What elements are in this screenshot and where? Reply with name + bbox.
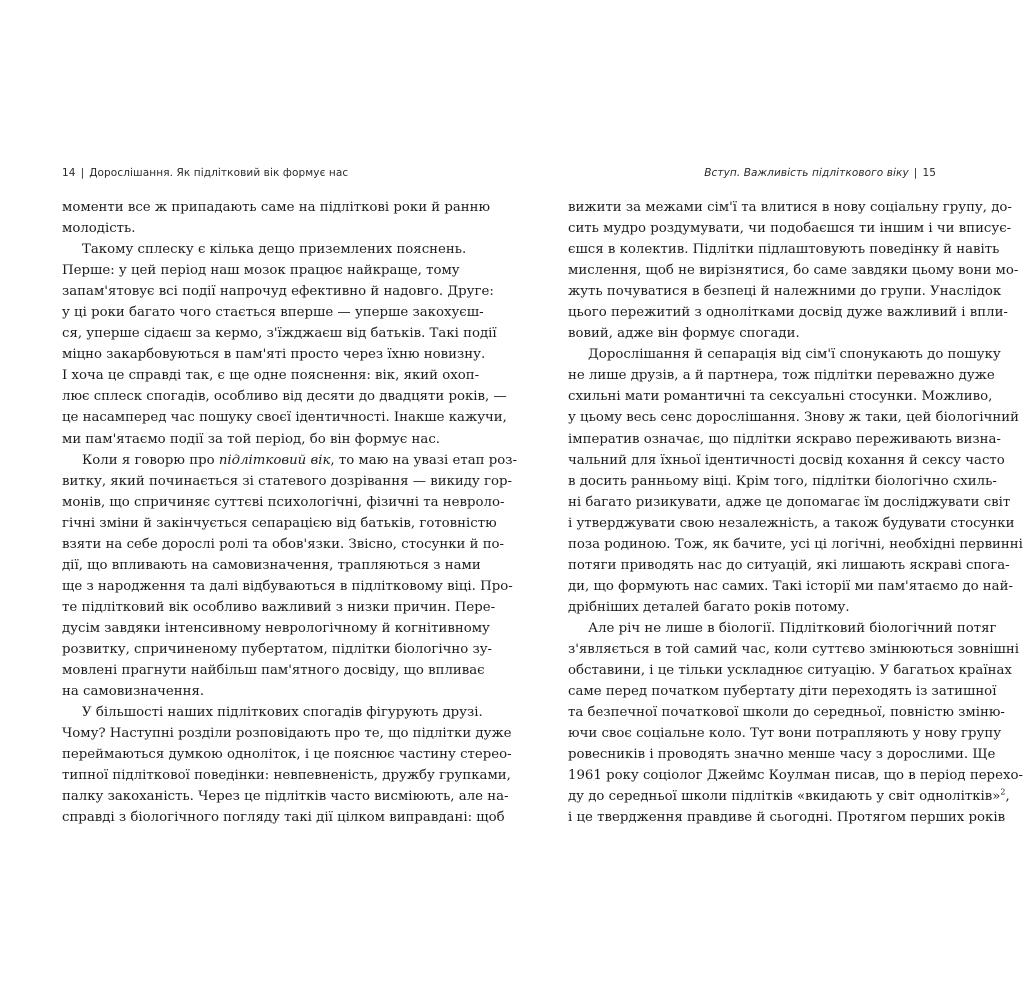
text-line [62,576,513,597]
line-text: У більшості наших підліткових спогадів фігурують друзі. [82,705,483,721]
text-line [62,302,484,323]
line-text: взяти на себе дорослі ролі та обов'язки. Звісно, стосунки й по- [62,536,505,552]
text-line [62,744,512,765]
text-line [62,365,480,386]
right-page [500,0,1023,1000]
text-line [568,660,1012,681]
line-text: і це твердження правдиве й сьогодні. Протягом перших років [568,810,1006,826]
text-line [568,218,1012,239]
line-text: сить мудро роздумувати, чи подобаєшся ти іншим і чи вписує- [568,221,1012,237]
line-text: на самовизначення. [62,684,205,700]
text-line [568,450,1005,471]
text-line [568,555,1010,576]
text-line [62,765,511,786]
text-line [62,723,512,744]
line-text: ду до середньої школи підлітків «вкидають у світ однолітків» [568,789,1001,805]
line-text: вовий, адже він формує спогади. [568,326,800,342]
text-line [568,239,1000,260]
text-line [568,597,936,618]
text-line [62,681,430,702]
line-text: Такому сплеску є кілька дещо приземлених пояснень. [82,242,467,258]
line-text: мислення, щоб не вирізнятися, бо саме завдяки цьому вони мо- [568,263,1019,279]
line-text: мовлені прагнути найбільш пам'ятного досвіду, що впливає [62,663,485,679]
line-text: це насамперед час пошуку своєї ідентичності. Інакше кажучи, [62,410,507,426]
text-line [568,702,1005,723]
text-line [568,492,1011,513]
line-text: жуть почуватися в безпеці й належними до групи. Унаслідок [568,284,1002,300]
line-text: ще з народження та далі відбуваються в підлітковому віці. Про- [62,578,513,594]
text-line [568,407,1019,428]
line-text: не лише друзів, а й партнера, тож підлітки переважно дуже [568,368,995,384]
line-text: і утверджувати свою незалежність, а також будувати стосунки [568,515,1015,531]
text-line [62,281,494,302]
text-line [568,534,1023,555]
line-text: типної підліткової поведінки: невпевненість, дружбу групками, [62,768,511,784]
line-text: , то маю на увазі етап роз- [330,452,517,468]
line-text: переймаються думкою одноліток, і це пояснює частину стерео- [62,747,512,763]
line-text: ючи своє соціальне коло. Тут вони потрапляють у нову групу [568,726,1002,742]
line-text: та безпечної початкової школи до середньої, повністю зміню- [568,705,1005,721]
line-text: Дорослішання й сепарація від сім'ї спонукають до пошуку [588,347,1001,363]
text-line [62,197,491,218]
line-text: потяги приводять нас до ситуацій, які лишають яскраві спога- [568,557,1010,573]
text-line [568,786,1010,807]
line-text: схильні мати романтичні та сексуальні стосунки. Можливо, [568,389,993,405]
text-line [568,576,1013,597]
line-text: витку, який починається зі статевого дозрівання — викиду гор- [62,473,512,489]
page-number: 15 [922,167,936,179]
line-text: саме перед початком пубертату діти переходять із затишної [568,684,997,700]
line-text: молодість. [62,221,136,237]
line-text: єшся в колектив. Підлітки підлаштовують поведінку й навіть [568,242,1000,258]
text-line [62,786,509,807]
line-text: моменти все ж припадають саме на підліткові роки й ранню [62,200,491,215]
line-text: міцно закарбовуються в пам'яті просто через їхню новизну. [62,347,486,363]
line-text: справді з біологічного погляду такі дії цілком виправдані: щоб [62,810,505,826]
line-text: Коли я говорю про [82,452,219,468]
text-line [568,260,1019,281]
text-line [62,702,483,723]
text-line [568,344,1001,365]
text-line [62,429,440,450]
text-line [62,471,512,492]
text-line [568,807,1006,828]
line-text: лює сплеск спогадів, особливо від десяти до двадцяти років, — [62,389,507,405]
line-text: у ці роки багато чого стається вперше — уперше закохуєш- [62,305,484,321]
text-line [62,597,496,618]
text-line [62,218,430,239]
line-text: І хоча це справді так, є ще одне пояснення: вік, який охоп- [62,368,480,384]
text-line [62,407,507,428]
text-line [62,260,460,281]
text-line [62,807,505,828]
text-line [62,513,497,534]
text-line [62,344,486,365]
line-text: палку закоханість. Через це підлітків часто висміюють, але на- [62,789,509,805]
line-text: Чому? Наступні розділи розповідають про те, що підлітки дуже [62,726,512,742]
line-text: у цьому весь сенс дорослішання. Знову ж таки, цей біологічний [568,410,1019,426]
line-text: те підлітковий вік особливо важливий з низки причин. Пере- [62,599,496,615]
text-line [568,302,1008,323]
text-line [62,450,517,471]
text-line [62,660,485,681]
text-line [568,197,1012,218]
line-text: , [1005,789,1010,805]
text-line [568,365,995,386]
line-text: гічні зміни й закінчується сепарацією від батьків, готовністю [62,515,497,531]
line-text: ди, що формують нас самих. Такі історії ми пам'ятаємо до най- [568,578,1013,594]
text-line [62,492,505,513]
line-text: чальний для їхньої ідентичності досвід кохання й сексу часто [568,452,1005,468]
line-text: в досить ранньому віці. Крім того, підлітки біологічно схиль- [568,473,997,489]
line-text: імператив означає, що підлітки яскраво переживають визна- [568,431,1001,447]
text-line [62,618,490,639]
line-text: ми пам'ятаємо події за той період, бо він формує нас. [62,431,440,447]
text-line [62,239,467,260]
line-text: 1961 року соціолог Джеймс Коулман писав, що в період перехо- [568,768,1023,784]
text-line [568,639,1020,660]
running-title: Дорослішання. Як підлітковий вік формує нас [89,167,349,179]
line-text: Але річ не лише в біології. Підлітковий біологічний потяг [588,620,997,636]
running-title: Вступ. Важливість підліткового віку [704,167,909,179]
italic-term: підлітковий вік [218,452,331,468]
right-page-body-text [568,197,1023,828]
line-text: ні багато ризикувати, адже це допомагає їм досліджувати світ [568,494,1011,510]
left-page-header [62,167,348,179]
line-text: Перше: у цей період наш мозок працює найкраще, тому [62,263,460,279]
text-line [568,765,1023,786]
text-line [568,323,936,344]
text-line [568,281,1002,302]
line-text: ся, уперше сідаєш за кермо, з'їжджаєш від батьків. Такі події [62,326,497,342]
text-line [62,555,481,576]
right-page-header [704,167,936,179]
text-line [568,471,997,492]
line-text: запам'ятовує всі події напрочуд ефективно й надовго. Друге: [62,284,494,300]
page-number: 14 [62,167,76,179]
line-text: поза родиною. Тож, як бачите, усі ці логічні, необхідні первинні [568,536,1023,552]
line-text: ровесників і проводять значно менше часу з дорослими. Ще [568,747,996,763]
text-line [62,534,505,555]
line-text: дусім завдяки інтенсивному неврологічному й когнітивному [62,620,490,636]
line-text: з'являється в той самий час, коли суттєво змінюються зовнішні [568,641,1020,657]
footnote-marker: 2 [1000,787,1006,797]
text-line [62,323,497,344]
header-separator: | [913,167,918,179]
text-line [568,744,996,765]
text-line [62,386,507,407]
left-page-body-text [62,197,517,828]
text-line [62,639,493,660]
text-line [568,429,1001,450]
text-line [568,618,997,639]
line-text: обставини, і це тільки ускладнює ситуацію. У багатьох країнах [568,663,1012,679]
header-separator: | [80,167,85,179]
line-text: дії, що впливають на самовизначення, трапляються з нами [62,557,481,573]
text-line [568,513,1015,534]
line-text: монів, що спричиняє суттєві психологічні, фізичні та невроло- [62,494,505,510]
line-text: розвитку, спричиненому пубертатом, підлітки біологічно зу- [62,641,493,657]
text-line [568,386,993,407]
line-text: вижити за межами сім'ї та влитися в нову соціальну групу, до- [568,200,1012,215]
text-line [568,723,1002,744]
text-line [568,681,997,702]
line-text: цього пережитий з однолітками досвід дуже важливий і впли- [568,305,1008,321]
line-text: дрібніших деталей багато років потому. [568,599,850,615]
